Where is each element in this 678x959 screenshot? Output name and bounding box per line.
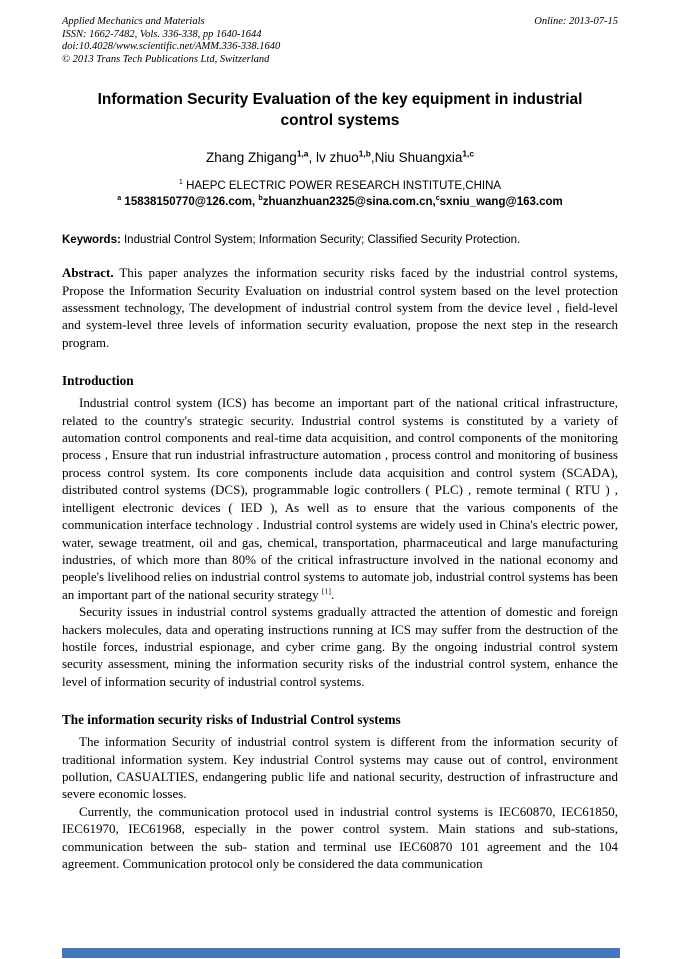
journal-info — [62, 16, 280, 66]
affiliation-text: HAEPC ELECTRIC POWER RESEARCH INSTITUTE,CHINA — [182, 180, 502, 193]
citation-ref-1: [1] — [321, 586, 332, 596]
email-sup-a: a — [117, 194, 122, 203]
author-sup-2: 1,b — [358, 148, 371, 159]
copyright-line: © 2013 Trans Tech Publications Ltd, Switzerland — [62, 53, 270, 65]
doi-line: doi:10.4028/www.scientific.net/AMM.336-338.1640 — [62, 41, 281, 53]
keywords-label: Keywords: — [62, 234, 121, 247]
intro-paragraph-2: Security issues in industrial control systems gradually attracted the attention of domestic and foreign hackers molecules, data and operating instructions running at ICS may suffer from the destruction of the hostile forces, industrial espionage, and cyber crime gang. By the ongoing industrial control system security assessment, mining the information security risks of the industrial control system, enhance the level of information security of industrial control systems. — [62, 604, 618, 689]
intro-paragraph-1-tail: . — [331, 586, 335, 602]
abstract-label: Abstract. — [62, 265, 114, 281]
paper-title: Information Security Evaluation of the key equipment in industrial control systems — [97, 91, 583, 130]
section-heading-introduction: Introduction — [62, 373, 134, 389]
online-date: Online: 2013-07-15 — [534, 16, 618, 27]
footer-bar — [62, 948, 620, 958]
intro-paragraph-1-text: Industrial control system (ICS) has become an important part of the national critical infrastructure, related to the country's strategic security. Industrial control systems is constituted by a variety of automation control components and real-time data acquisition, and control components of the monitoring process , Ensure that run industrial infrastructure automation , process control and monitoring of business process control system. Its core components include data acquisition and control system (SCADA), distributed control systems (DCS), programmable logic controllers ( PLC) , remote terminal ( RTU ) , intelligent electronic devices ( IED ), As well as to ensure that the various components of the communication interface technology . Industrial control systems are widely used in China's electric power, water, sewage treatment, oil and gas, chemical, transportation, pharmaceutical and large manufacturing industries, of which more than 80% of the critical infrastructure involved in the national economy and people's livelihood relies on industrial control systems to automate job, industrial control systems has been an important part of the national security strategy — [62, 395, 618, 602]
email-c: sxniu_wang@163.com — [439, 196, 563, 209]
journal-name: Applied Mechanics and Materials — [62, 16, 205, 27]
author-name-2: , lv zhuo — [308, 150, 359, 166]
author-name-1: Zhang Zhigang — [206, 150, 297, 166]
affiliation-line — [62, 180, 618, 192]
keywords-line — [62, 234, 618, 246]
emails-line — [62, 196, 618, 208]
risks-paragraph-2: Currently, the communication protocol used in industrial control systems is IEC60870, IEC61850, IEC61970, IEC61968, especially in the power control system. Main stations and sub-stations, communication between the sub- station and terminal use IEC60870 101 agreement and the 104 agreement. Communication protocol only be considered the data communication — [62, 803, 618, 871]
affiliation-sup: 1 — [178, 178, 183, 187]
author-sup-3: 1,c — [462, 148, 474, 159]
email-sup-b: b — [258, 194, 263, 203]
intro-paragraph-1 — [62, 394, 618, 603]
issn-line: ISSN: 1662-7482, Vols. 336-338, pp 1640-1644 — [62, 28, 262, 40]
email-a: 15838150770@126.com, — [121, 196, 259, 209]
journal-header — [62, 16, 618, 66]
author-name-3: ,Niu Shuangxia — [370, 150, 463, 166]
abstract-text: This paper analyzes the information security risks faced by the industrial control systems, Propose the Information Security Evaluation on industrial control system based on the level protection assessment technology, The development of industrial control system from the device level , field-level and system-level three levels of information security evaluation, propose the next step in the research program. — [62, 265, 618, 350]
abstract — [62, 264, 618, 351]
email-sup-c: c — [435, 194, 440, 203]
keywords-text: Industrial Control System; Information Security; Classified Security Protection. — [120, 234, 521, 247]
email-b: zhuanzhuan2325@sina.com.cn, — [262, 196, 436, 209]
authors-line — [62, 150, 618, 165]
author-sup-1: 1,a — [296, 148, 309, 159]
section-heading-risks: The information security risks of Industrial Control systems — [62, 712, 401, 728]
risks-paragraph-1: The information Security of industrial control system is different from the information security of traditional information system. Key industrial Control systems may cause out of control, environment pollution, CASUALTIES, endangering public life and national security, destruction of infrastructure and severe economic losses. — [62, 734, 618, 802]
